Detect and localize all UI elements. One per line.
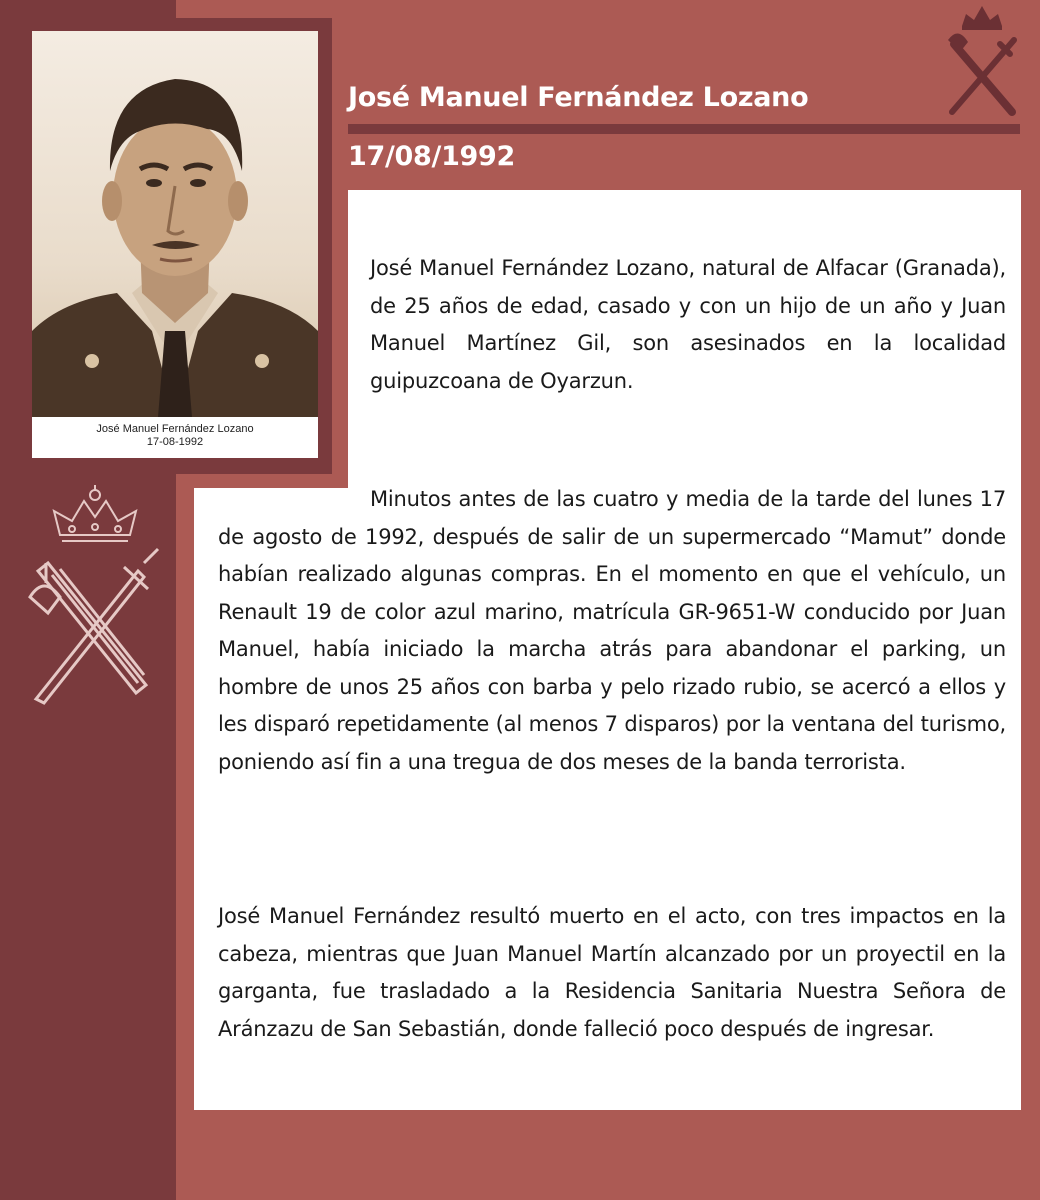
paragraph-1: José Manuel Fernández Lozano, natural de Alfacar (Granada), de 25 años de edad, casado y con un hijo de un año y Juan Manuel Martínez Gil, son asesinados en la localidad guipuzcoana de Oyarzun. bbox=[370, 256, 1006, 393]
paragraph-2: Minutos antes de las cuatro y media de la tarde del lunes 17 de agosto de 1992, después de salir de un supermercado “Mamut” donde habían realizado algunas compras. En el momento en que el vehículo, un Renault 19 de color azul marino, matrícula GR-9651-W conducido por Juan Manuel, había iniciado la marcha atrás para abandonar el parking, un hombre de unos 25 años con barba y pelo rizado rubio, se acercó a ellos y les disparó repetidamente (al menos 7 disparos) por la ventana del turismo, poniendo así fin a una tregua de dos meses de la banda terrorista. bbox=[218, 487, 1006, 774]
top-bar bbox=[176, 0, 1040, 18]
guardia-civil-emblem-icon bbox=[26, 485, 164, 707]
title-divider bbox=[348, 124, 1020, 134]
person-name-heading: José Manuel Fernández Lozano bbox=[348, 82, 809, 113]
guardia-civil-emblem-icon bbox=[940, 0, 1024, 124]
portrait-photo bbox=[32, 31, 318, 417]
photo-card bbox=[32, 31, 318, 458]
caption-name: José Manuel Fernández Lozano bbox=[96, 423, 254, 435]
crown-icon bbox=[54, 485, 136, 541]
photo-caption bbox=[32, 423, 318, 449]
paragraph-3: José Manuel Fernández resultó muerto en el acto, con tres impactos en la cabeza, mientras que Juan Manuel Martín alcanzado por un proyectil en la garganta, fue trasladado a la Residencia Sanitaria Nuestra Señora de Aránzazu de San Sebastián, donde falleció poco después de ingresar. bbox=[218, 904, 1006, 1041]
caption-date: 17-08-1992 bbox=[146, 436, 204, 448]
crown-icon bbox=[962, 6, 1002, 30]
date-heading: 17/08/1992 bbox=[348, 141, 516, 172]
